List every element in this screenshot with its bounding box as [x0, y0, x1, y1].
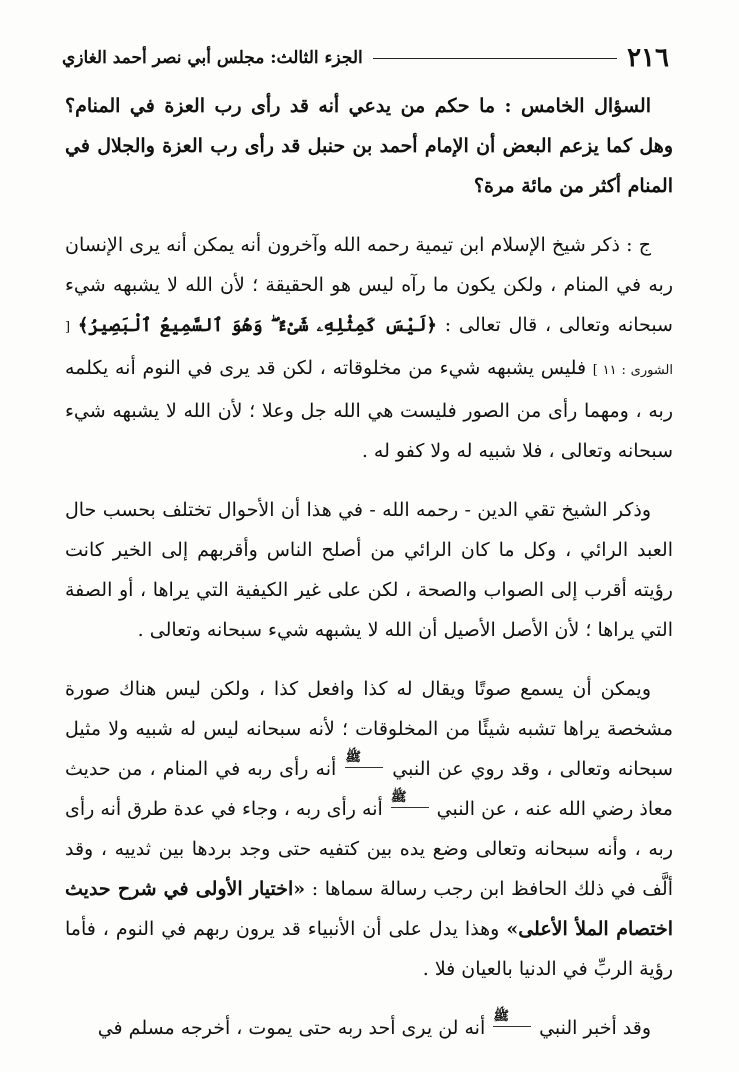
answer-1-after-verse: فليس يشبهه شيء من مخلوقاته ، لكن قد يرى في النوم أنه يكلمه ربه ، ومهما رأى من الصور فليست هي الله جل وعلا ؛ لأن الله لا يشبهه شيء سبحانه وتعالى ، فلا شبيه له ولا كفو له . — [65, 357, 673, 462]
question-paragraph — [65, 86, 673, 206]
answer-paragraph-3 — [65, 669, 673, 989]
answer-1-before-verse: ج : ذكر شيخ الإسلام ابن تيمية رحمه الله وآخرون أنه يمكن أنه يرى الإنسان ربه في المنام ، ولكن يكون ما رآه ليس هو الحقيقة ؛ لأن الله لا يشبهه شيء سبحانه وتعالى ، قال تعالى : — [65, 234, 673, 336]
header-rule — [373, 58, 617, 59]
answer-2-text: وذكر الشيخ تقي الدين - رحمه الله - في هذا أن الأحوال تختلف بحسب حال العبد الرائي ، وكل ما كان الرائي من أصلح الناس وأقربهم إلى الخير كانت رؤيته أقرب إلى الصواب والصحة ، لكن على غير الكيفية التي يراها ، أو الصفة التي يراها ؛ لأن الأصل الأصيل أن الله لا يشبهه شيء سبحانه وتعالى . — [65, 499, 673, 641]
answer-4-part-2: أنه لن يرى أحد ربه حتى يموت ، أخرجه مسلم في — [97, 1017, 486, 1039]
page-body — [65, 86, 673, 1067]
answer-4-part-1: وقد أخبر النبي — [539, 1017, 651, 1039]
question-text: السؤال الخامس : ما حكم من يدعي أنه قد رأى رب العزة في المنام؟ وهل كما يزعم البعض أن الإمام أحمد بن حنبل قد رأى رب العزة والجلال في المنام أكثر من مائة مرة؟ — [65, 95, 673, 197]
answer-paragraph-2 — [65, 490, 673, 650]
verse-reference: [ الشورى : ١١ ] — [65, 320, 673, 378]
page-header — [62, 38, 669, 78]
salla-symbol: ﷺ — [345, 749, 383, 768]
running-title: الجزء الثالث: مجلس أبي نصر أحمد الغازي — [62, 48, 363, 68]
salla-symbol: ﷺ — [493, 1008, 531, 1027]
answer-3-part-1: ويمكن أن يسمع صوتًا ويقال له كذا وافعل كذا ، ولكن ليس هناك صورة مشخصة يراها تشبه شيئًا من المخلوقات ؛ لأنه سبحانه ليس له شبيه ولا مثيل سبحانه وتعالى ، وقد روي عن النبي — [65, 678, 673, 780]
answer-3-part-3: أنه رأى ربه ، وجاء في عدة طرق أنه رأى ربه ، وأنه سبحانه وتعالى وضع يده بين كتفيه حتى وجد بردها بين ثدييه ، وقد ألَّف في ذلك الحافظ ابن رجب رسالة سماها : — [65, 798, 673, 900]
page-number: ٢١٦ — [627, 43, 669, 73]
quran-verse: ﴿لَيْسَ كَمِثْلِهِۦ شَىْءٌ ۖ وَهُوَ ٱلسَّمِيعُ ٱلْبَصِيرُ﴾ — [77, 315, 437, 336]
answer-3-part-2: أنه رأى ربه في المنام ، من حديث معاذ رضي الله عنه ، عن النبي — [65, 758, 673, 820]
book-title: «اختيار الأولى في شرح حديث اختصام الملأ الأعلى» — [65, 878, 673, 940]
answer-paragraph-1 — [65, 225, 673, 471]
answer-3-part-4: وهذا يدل على أن الأنبياء قد يرون ربهم في النوم ، فأما رؤية الربِّ في الدنيا بالعيان فلا . — [65, 918, 673, 980]
answer-paragraph-4 — [65, 1008, 673, 1048]
salla-symbol: ﷺ — [391, 789, 429, 808]
